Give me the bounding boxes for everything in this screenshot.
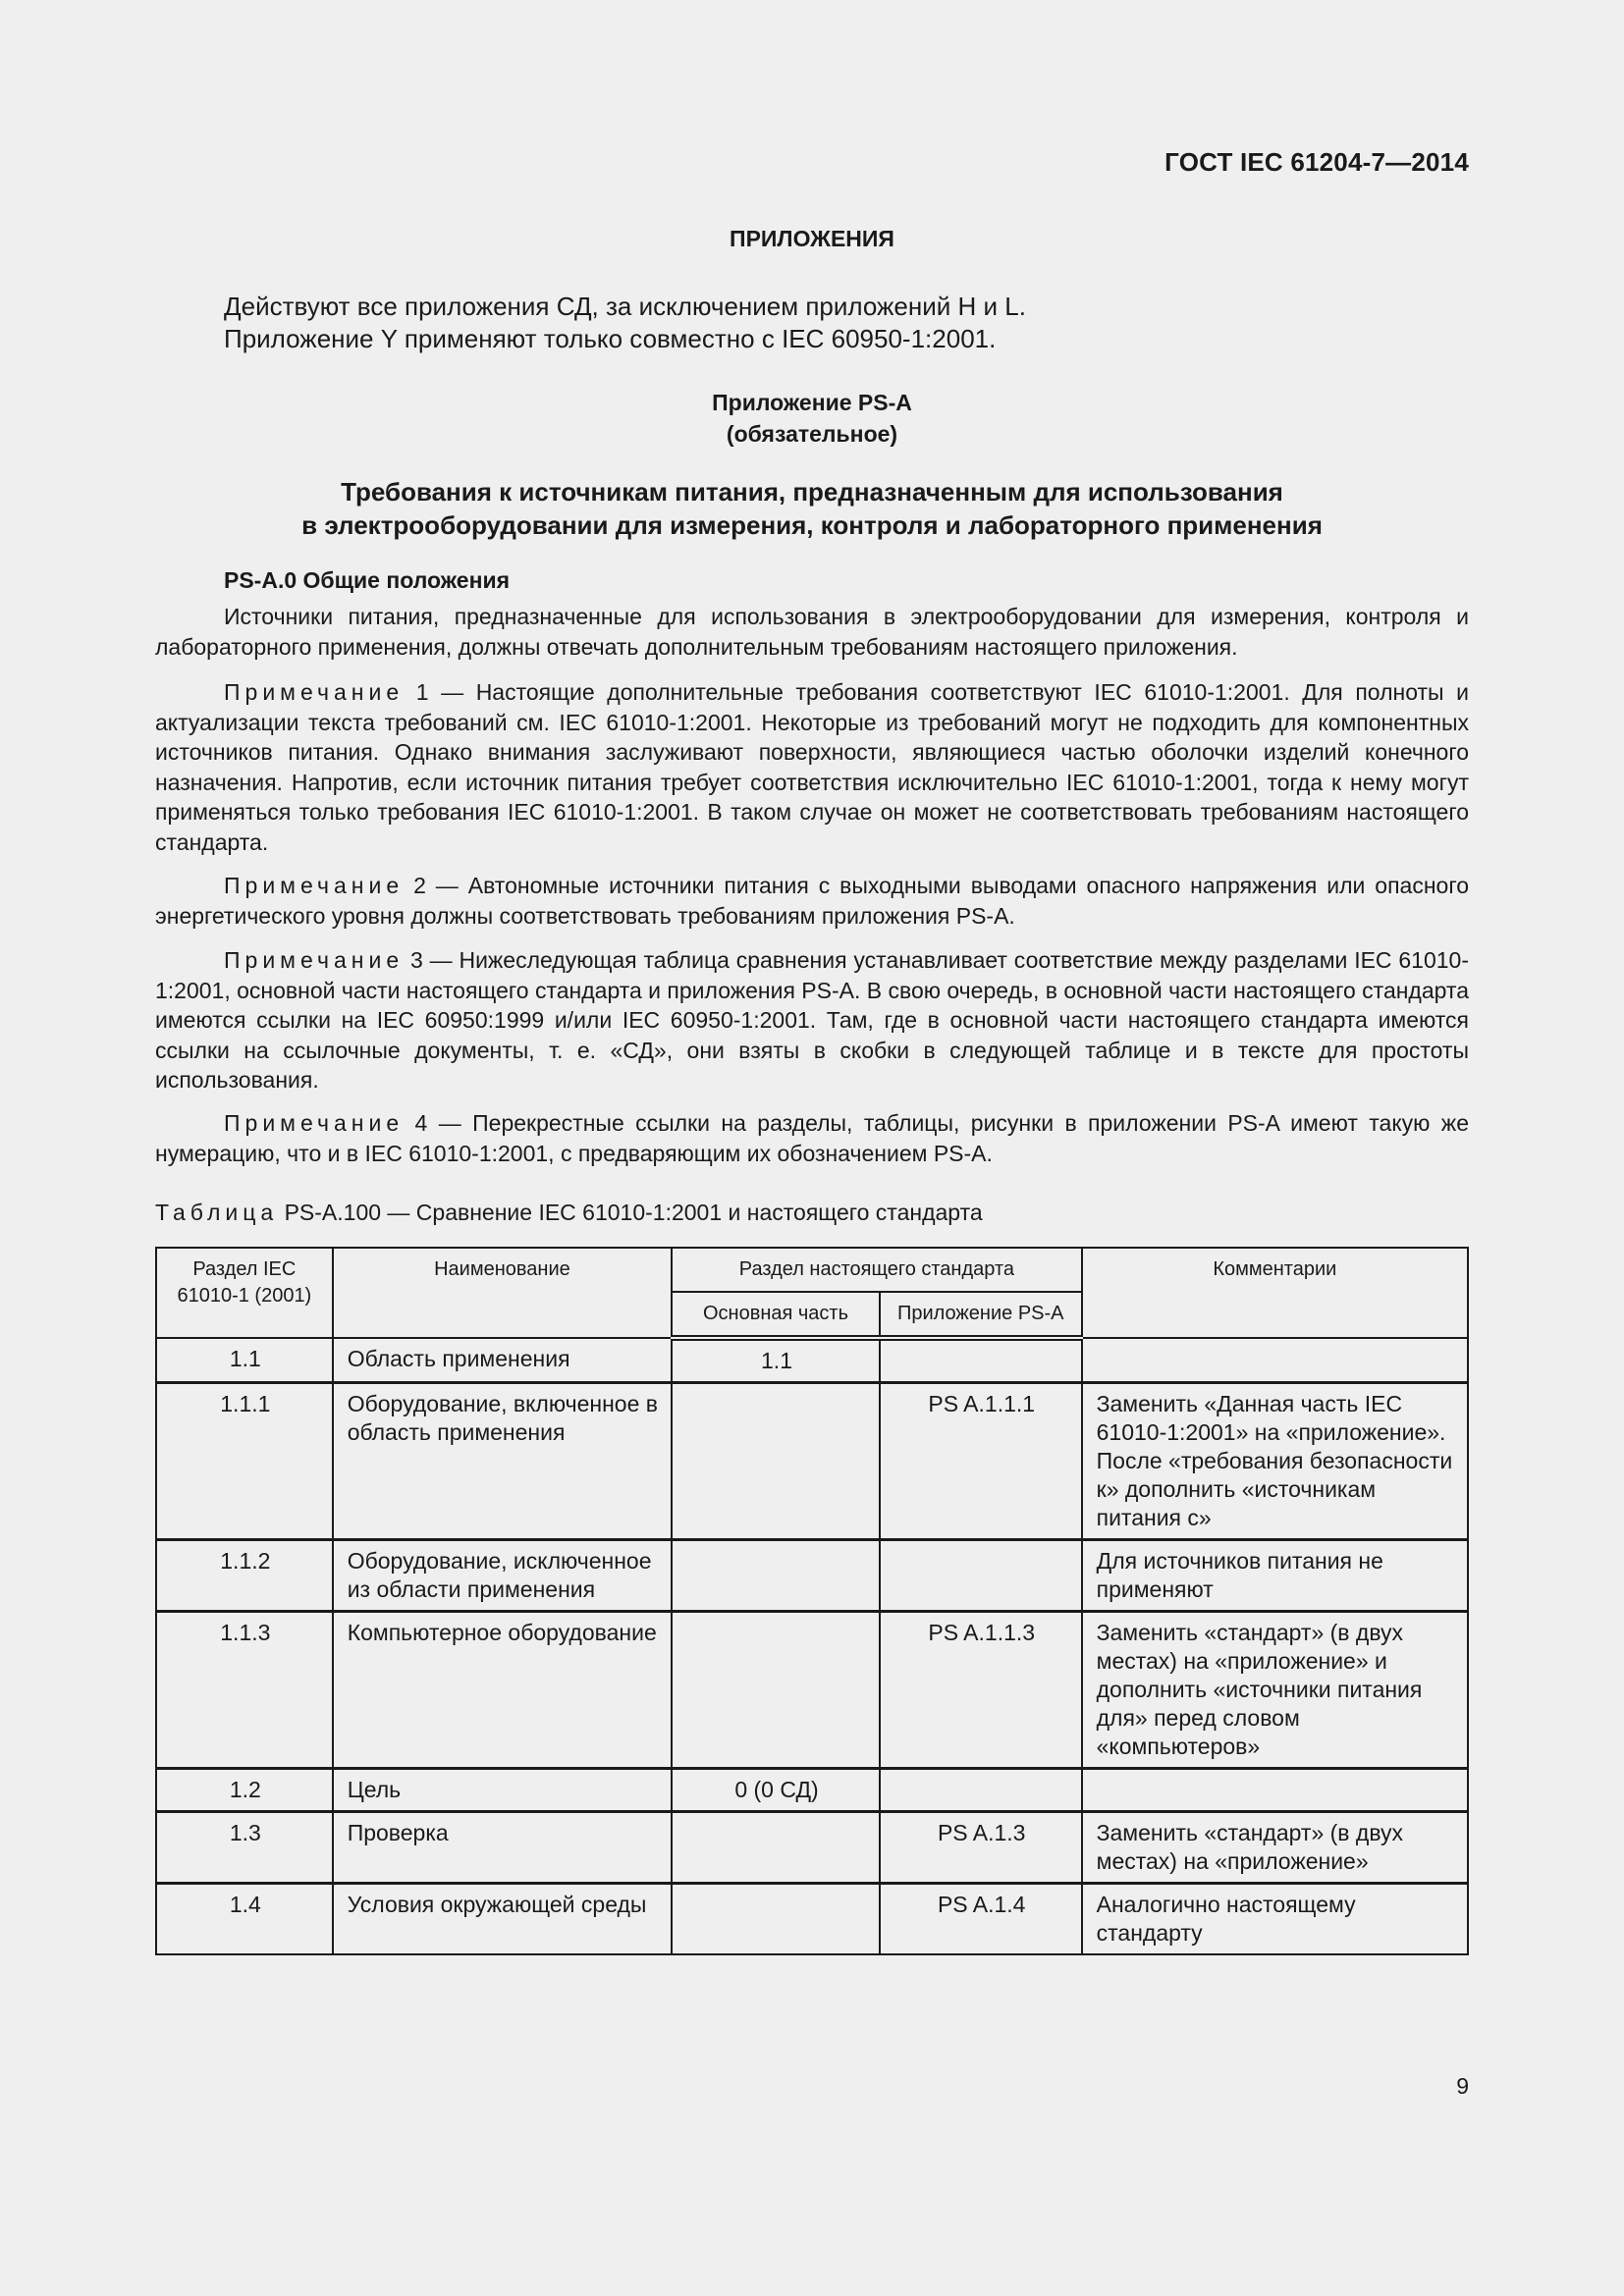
note-label: Примечание <box>224 947 405 973</box>
cell-name: Область применения <box>333 1338 672 1383</box>
note-label: Примечание <box>224 873 405 898</box>
cell-name: Проверка <box>333 1812 672 1884</box>
cell-name: Оборудование, исключенное из области применения <box>333 1540 672 1612</box>
header-comments: Комментарии <box>1082 1248 1468 1338</box>
header-section: Раздел IEC 61010-1 (2001) <box>156 1248 333 1338</box>
note-text: 3 — Нижеследующая таблица сравнения устанавливает соответствие между разделами IEC 61010-1:2001, основной части настоящего стандарта и приложения PS-A. В свою очередь, в основной части настоящего стандарта имеются ссылки на IEC 60950:1999 и/или IEC 60950-1:2001. Там, где в основной части настоящего стандарта имеются ссылки на ссылочные документы, т. е. «СД», они взяты в скобки в следующей таблице и в тексте для простоты использования. <box>155 947 1469 1093</box>
intro-text <box>224 291 1481 355</box>
cell-main <box>672 1884 880 1955</box>
table-row <box>156 1769 1468 1812</box>
header-name: Наименование <box>333 1248 672 1338</box>
note-2 <box>155 871 1469 931</box>
cell-section: 1.1.2 <box>156 1540 333 1612</box>
note-1 <box>155 677 1469 857</box>
note-text: 2 — Автономные источники питания с выходными выводами опасного напряжения или опасного энергетического уровня должны соответствовать требованиям приложения PS-A. <box>155 873 1469 929</box>
cell-annex: PS A.1.3 <box>880 1812 1082 1884</box>
cell-name: Условия окружающей среды <box>333 1884 672 1955</box>
table-row <box>156 1383 1468 1540</box>
table-row <box>156 1812 1468 1884</box>
note-3 <box>155 945 1469 1095</box>
cell-section: 1.3 <box>156 1812 333 1884</box>
requirements-title-line-1: Требования к источникам питания, предназначенным для использования <box>341 477 1283 507</box>
annex-status: (обязательное) <box>726 421 898 447</box>
header-annex: Приложение PS-A <box>880 1292 1082 1338</box>
requirements-title-line-2: в электрооборудовании для измерения, контроля и лабораторного применения <box>301 510 1323 540</box>
note-text: 4 — Перекрестные ссылки на разделы, таблицы, рисунки в приложении PS-A имеют такую же нумерацию, что и в IEC 61010-1:2001, с предваряющим их обозначением PS-A. <box>155 1110 1469 1166</box>
table-row <box>156 1884 1468 1955</box>
header-std-section: Раздел настоящего стандарта <box>672 1248 1081 1292</box>
cell-comment: Аналогично настоящему стандарту <box>1082 1884 1468 1955</box>
cell-annex: PS A.1.1.1 <box>880 1383 1082 1540</box>
cell-main <box>672 1540 880 1612</box>
requirements-title <box>0 475 1624 542</box>
table-row <box>156 1540 1468 1612</box>
cell-comment <box>1082 1338 1468 1383</box>
cell-main: 1.1 <box>672 1338 880 1383</box>
cell-section: 1.2 <box>156 1769 333 1812</box>
cell-section: 1.1.3 <box>156 1612 333 1769</box>
cell-main: 0 (0 СД) <box>672 1769 880 1812</box>
cell-main <box>672 1812 880 1884</box>
comparison-table <box>155 1247 1469 1955</box>
table-row <box>156 1338 1468 1383</box>
cell-section: 1.4 <box>156 1884 333 1955</box>
intro-line-1: Действуют все приложения СД, за исключением приложений Н и L. <box>224 292 1026 321</box>
cell-section: 1.1 <box>156 1338 333 1383</box>
annex-title: Приложение PS-A <box>712 390 912 415</box>
note-label: Примечание <box>224 679 405 705</box>
table-caption-label: Таблица <box>155 1200 279 1225</box>
section-title: ПРИЛОЖЕНИЯ <box>730 226 894 251</box>
cell-annex: PS A.1.4 <box>880 1884 1082 1955</box>
cell-main <box>672 1383 880 1540</box>
cell-annex: PS A.1.1.3 <box>880 1612 1082 1769</box>
cell-annex <box>880 1769 1082 1812</box>
cell-name: Оборудование, включенное в область применения <box>333 1383 672 1540</box>
cell-name: Компьютерное оборудование <box>333 1612 672 1769</box>
header-main-part: Основная часть <box>672 1292 880 1338</box>
page-number: 9 <box>1456 2073 1469 2099</box>
general-paragraph-text: Источники питания, предназначенные для использования в электрооборудовании для измерения, контроля и лабораторного применения, должны отвечать дополнительным требованиям настоящего приложения. <box>155 604 1469 660</box>
cell-comment <box>1082 1769 1468 1812</box>
note-label: Примечание <box>224 1110 405 1136</box>
cell-comment: Заменить «Данная часть IEC 61010-1:2001» на «приложение». После «требования безопасности к» дополнить «источникам питания с» <box>1082 1383 1468 1540</box>
table-row <box>156 1612 1468 1769</box>
table-caption <box>155 1200 983 1226</box>
cell-comment: Для источников питания не применяют <box>1082 1540 1468 1612</box>
general-heading: PS-A.0 Общие положения <box>224 567 511 593</box>
document-code: ГОСТ IEC 61204-7—2014 <box>1164 147 1469 177</box>
note-text: 1 — Настоящие дополнительные требования соответствуют IEC 61010-1:2001. Для полноты и актуализации текста требований см. IEC 61010-1:2001. Некоторые из требований могут не подходить для компонентных источников питания. Однако внимания заслуживают поверхности, являющиеся частью оболочки изделий конечного назначения. Напротив, если источник питания требует соответствия исключительно IEC 61010-1:2001, тогда к нему могут применяться только требования IEC 61010-1:2001. В таком случае он может не соответствовать требованиям настоящего стандарта. <box>155 679 1469 855</box>
cell-annex <box>880 1540 1082 1612</box>
note-4 <box>155 1108 1469 1168</box>
cell-section: 1.1.1 <box>156 1383 333 1540</box>
annex-heading <box>0 387 1624 450</box>
intro-line-2: Приложение Y применяют только совместно с IEC 60950-1:2001. <box>224 324 997 353</box>
cell-main <box>672 1612 880 1769</box>
table-caption-text: PS-A.100 — Сравнение IEC 61010-1:2001 и настоящего стандарта <box>278 1200 983 1225</box>
cell-comment: Заменить «стандарт» (в двух местах) на «приложение» <box>1082 1812 1468 1884</box>
general-paragraph <box>155 602 1469 662</box>
cell-comment: Заменить «стандарт» (в двух местах) на «приложение» и дополнить «источники питания для» перед словом «компьютеров» <box>1082 1612 1468 1769</box>
cell-name: Цель <box>333 1769 672 1812</box>
cell-annex <box>880 1338 1082 1383</box>
